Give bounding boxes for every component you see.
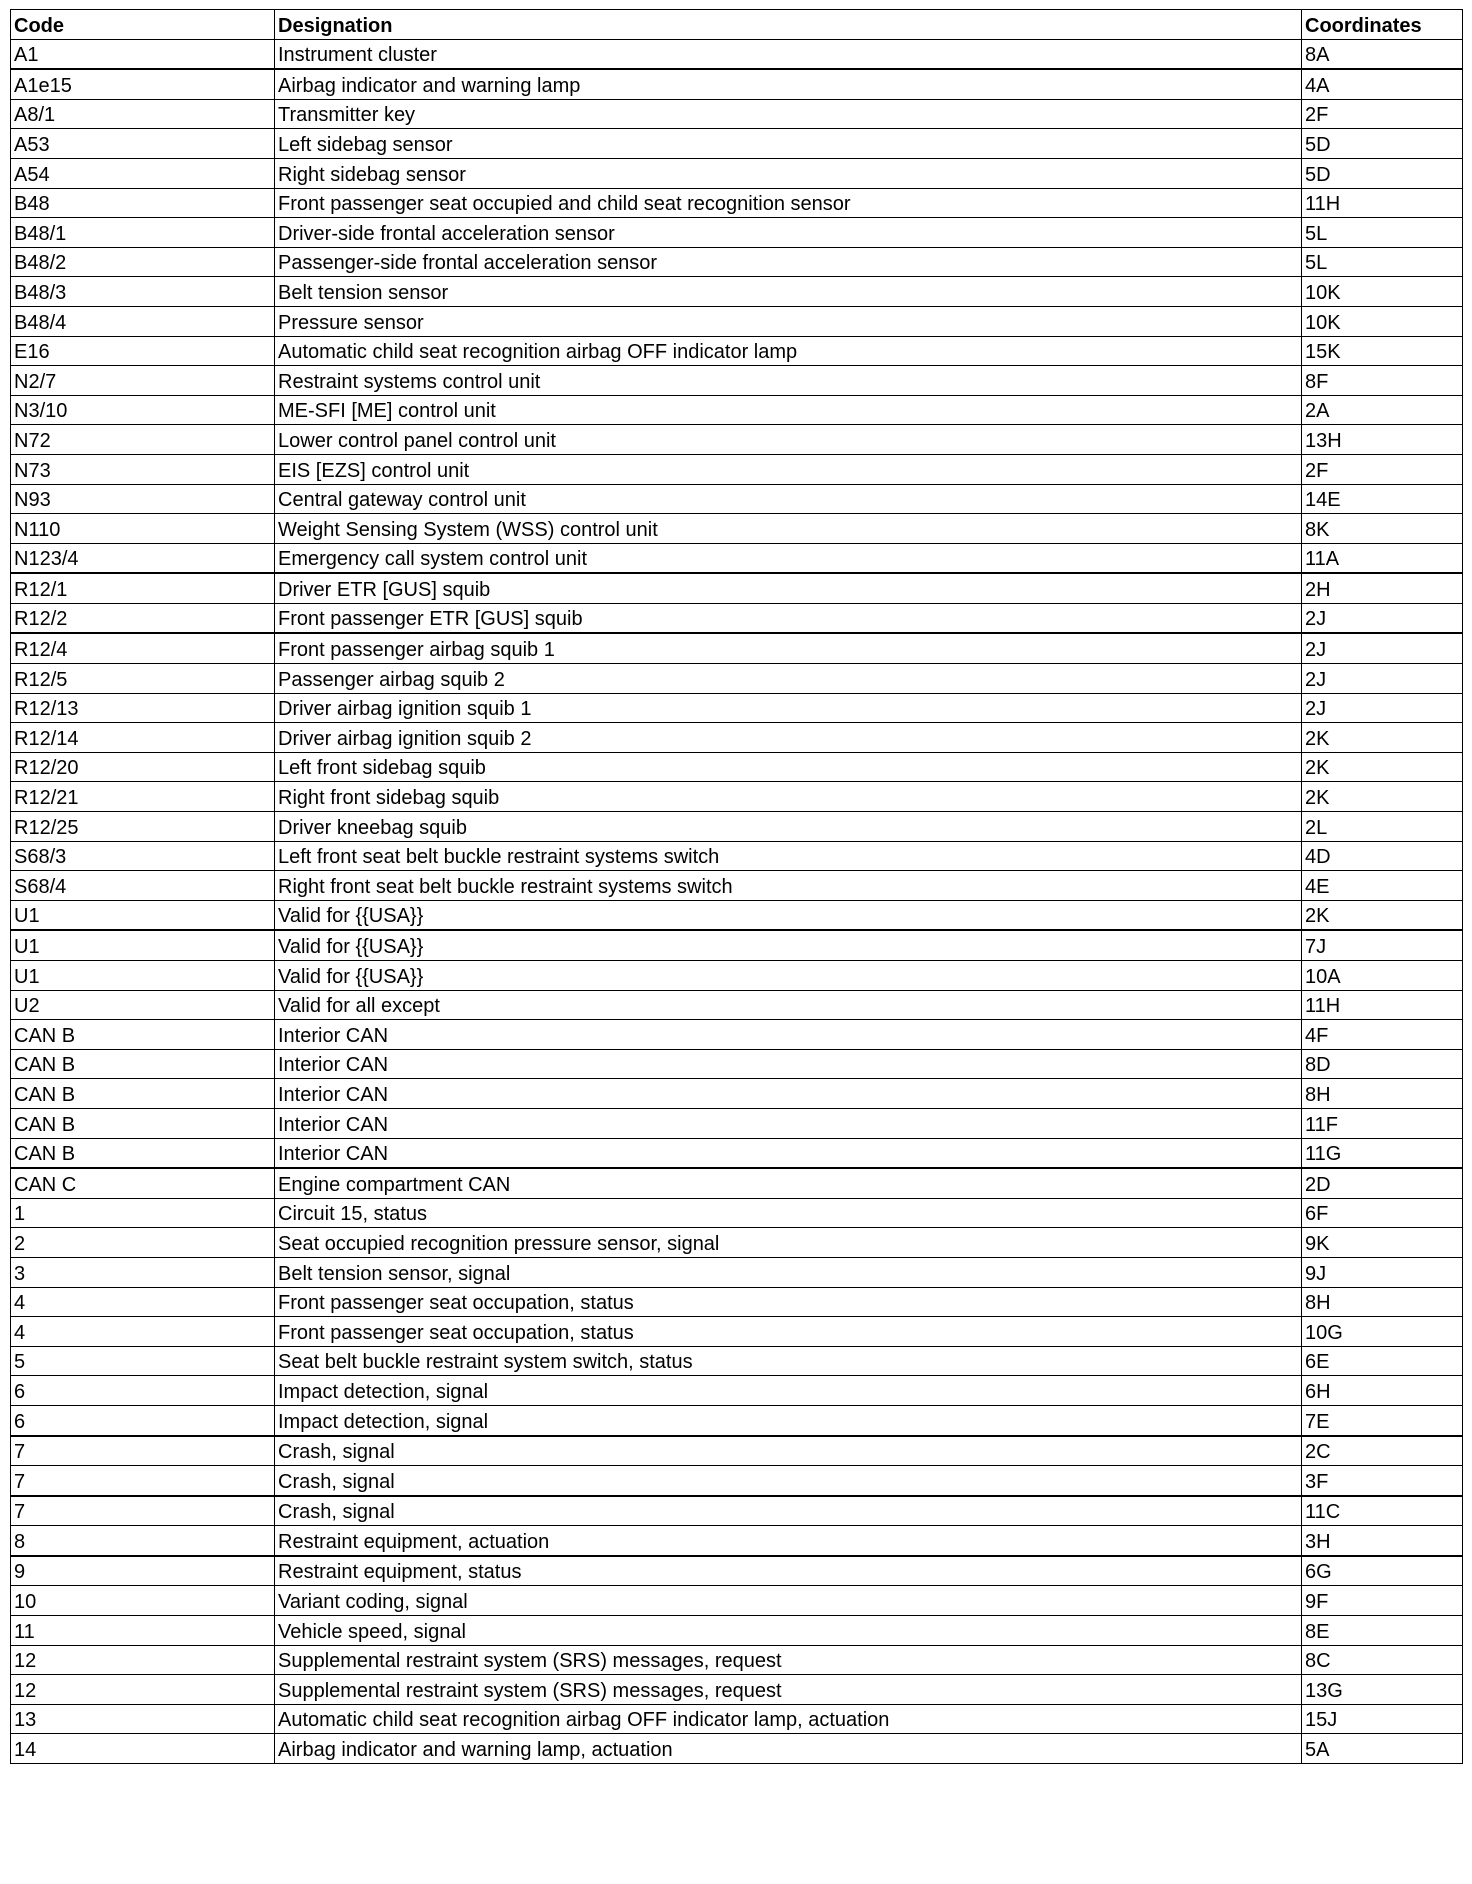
cell-coordinates: 8E — [1302, 1616, 1463, 1646]
cell-coordinates: 10A — [1302, 961, 1463, 991]
cell-designation: Restraint equipment, actuation — [275, 1526, 1302, 1556]
cell-coordinates: 13G — [1302, 1675, 1463, 1705]
cell-coordinates: 13H — [1302, 425, 1463, 455]
table-row — [11, 1675, 1463, 1705]
table-row — [11, 1287, 1463, 1317]
cell-code: U1 — [11, 930, 275, 960]
table-row — [11, 1466, 1463, 1496]
cell-designation: Left front sidebag squib — [275, 752, 1302, 782]
table-row — [11, 990, 1463, 1020]
cell-designation: Front passenger airbag squib 1 — [275, 633, 1302, 663]
cell-code: A8/1 — [11, 99, 275, 129]
cell-designation: Airbag indicator and warning lamp — [275, 69, 1302, 99]
cell-designation: Automatic child seat recognition airbag OFF indicator lamp — [275, 336, 1302, 366]
cell-code: R12/4 — [11, 633, 275, 663]
table-row — [11, 961, 1463, 991]
cell-code: N93 — [11, 484, 275, 514]
cell-designation: Engine compartment CAN — [275, 1168, 1302, 1198]
table-row — [11, 1346, 1463, 1376]
cell-coordinates: 11H — [1302, 990, 1463, 1020]
cell-code: 8 — [11, 1526, 275, 1556]
cell-designation: Pressure sensor — [275, 306, 1302, 336]
cell-coordinates: 2J — [1302, 664, 1463, 694]
table-row — [11, 1704, 1463, 1734]
cell-coordinates: 8H — [1302, 1287, 1463, 1317]
cell-code: N123/4 — [11, 543, 275, 573]
cell-coordinates: 2C — [1302, 1436, 1463, 1466]
cell-coordinates: 7J — [1302, 930, 1463, 960]
cell-code: 9 — [11, 1556, 275, 1586]
table-row — [11, 1079, 1463, 1109]
table-row — [11, 484, 1463, 514]
cell-code: B48/1 — [11, 218, 275, 248]
cell-coordinates: 4E — [1302, 871, 1463, 901]
cell-designation: Impact detection, signal — [275, 1376, 1302, 1406]
cell-code: 13 — [11, 1704, 275, 1734]
cell-coordinates: 4F — [1302, 1020, 1463, 1050]
cell-coordinates: 2K — [1302, 900, 1463, 930]
cell-designation: Interior CAN — [275, 1049, 1302, 1079]
cell-code: B48 — [11, 188, 275, 218]
cell-code: R12/25 — [11, 812, 275, 842]
cell-designation: Driver kneebag squib — [275, 812, 1302, 842]
table-row — [11, 1049, 1463, 1079]
cell-coordinates: 3F — [1302, 1466, 1463, 1496]
cell-coordinates: 11F — [1302, 1108, 1463, 1138]
cell-designation: Front passenger seat occupied and child seat recognition sensor — [275, 188, 1302, 218]
cell-designation: Crash, signal — [275, 1436, 1302, 1466]
table-row — [11, 1317, 1463, 1347]
cell-designation: Interior CAN — [275, 1079, 1302, 1109]
table-row — [11, 723, 1463, 753]
cell-coordinates: 2F — [1302, 99, 1463, 129]
cell-designation: Belt tension sensor — [275, 277, 1302, 307]
cell-coordinates: 2J — [1302, 603, 1463, 633]
cell-designation: Supplemental restraint system (SRS) messages, request — [275, 1675, 1302, 1705]
cell-code: CAN B — [11, 1049, 275, 1079]
cell-coordinates: 15J — [1302, 1704, 1463, 1734]
table-row — [11, 1526, 1463, 1556]
table-row — [11, 218, 1463, 248]
table-row — [11, 900, 1463, 930]
cell-code: A54 — [11, 158, 275, 188]
table-row — [11, 247, 1463, 277]
cell-coordinates: 6H — [1302, 1376, 1463, 1406]
cell-code: A1e15 — [11, 69, 275, 99]
cell-designation: Right front seat belt buckle restraint systems switch — [275, 871, 1302, 901]
cell-coordinates: 3H — [1302, 1526, 1463, 1556]
table-row — [11, 1496, 1463, 1526]
table-row — [11, 1616, 1463, 1646]
cell-coordinates: 4A — [1302, 69, 1463, 99]
cell-designation: Right sidebag sensor — [275, 158, 1302, 188]
cell-designation: Central gateway control unit — [275, 484, 1302, 514]
table-row — [11, 664, 1463, 694]
cell-coordinates: 2D — [1302, 1168, 1463, 1198]
cell-designation: Impact detection, signal — [275, 1405, 1302, 1435]
cell-code: N73 — [11, 454, 275, 484]
cell-code: N72 — [11, 425, 275, 455]
cell-designation: Automatic child seat recognition airbag OFF indicator lamp, actuation — [275, 1704, 1302, 1734]
cell-designation: Valid for {{USA}} — [275, 961, 1302, 991]
cell-code: 7 — [11, 1496, 275, 1526]
cell-code: R12/13 — [11, 693, 275, 723]
cell-code: CAN B — [11, 1108, 275, 1138]
column-header-designation: Designation — [275, 10, 1302, 40]
table-row — [11, 1586, 1463, 1616]
cell-designation: Weight Sensing System (WSS) control unit — [275, 514, 1302, 544]
table-row — [11, 841, 1463, 871]
table-row — [11, 39, 1463, 69]
cell-designation: Passenger airbag squib 2 — [275, 664, 1302, 694]
cell-coordinates: 7E — [1302, 1405, 1463, 1435]
table-row — [11, 1257, 1463, 1287]
cell-coordinates: 2A — [1302, 395, 1463, 425]
cell-coordinates: 2K — [1302, 782, 1463, 812]
cell-code: 12 — [11, 1675, 275, 1705]
cell-designation: Restraint systems control unit — [275, 366, 1302, 396]
cell-coordinates: 8F — [1302, 366, 1463, 396]
cell-designation: Front passenger seat occupation, status — [275, 1317, 1302, 1347]
cell-designation: Crash, signal — [275, 1496, 1302, 1526]
cell-designation: Left sidebag sensor — [275, 129, 1302, 159]
table-row — [11, 1436, 1463, 1466]
cell-coordinates: 8K — [1302, 514, 1463, 544]
table-row — [11, 1228, 1463, 1258]
cell-code: 7 — [11, 1466, 275, 1496]
table-row — [11, 930, 1463, 960]
cell-designation: Emergency call system control unit — [275, 543, 1302, 573]
cell-code: S68/3 — [11, 841, 275, 871]
cell-code: B48/2 — [11, 247, 275, 277]
cell-code: R12/20 — [11, 752, 275, 782]
cell-coordinates: 6E — [1302, 1346, 1463, 1376]
cell-code: CAN B — [11, 1020, 275, 1050]
cell-code: N3/10 — [11, 395, 275, 425]
cell-code: 4 — [11, 1317, 275, 1347]
table-row — [11, 1556, 1463, 1586]
cell-designation: Driver airbag ignition squib 2 — [275, 723, 1302, 753]
cell-designation: Circuit 15, status — [275, 1198, 1302, 1228]
cell-code: B48/4 — [11, 306, 275, 336]
cell-designation: Driver airbag ignition squib 1 — [275, 693, 1302, 723]
cell-coordinates: 9F — [1302, 1586, 1463, 1616]
cell-code: 5 — [11, 1346, 275, 1376]
table-row — [11, 129, 1463, 159]
cell-code: 4 — [11, 1287, 275, 1317]
table-row — [11, 752, 1463, 782]
cell-designation: EIS [EZS] control unit — [275, 454, 1302, 484]
cell-designation: Vehicle speed, signal — [275, 1616, 1302, 1646]
table-row — [11, 633, 1463, 663]
table-row — [11, 366, 1463, 396]
cell-designation: Driver-side frontal acceleration sensor — [275, 218, 1302, 248]
cell-coordinates: 5L — [1302, 247, 1463, 277]
cell-designation: Instrument cluster — [275, 39, 1302, 69]
cell-code: E16 — [11, 336, 275, 366]
cell-coordinates: 4D — [1302, 841, 1463, 871]
table-header-row — [11, 10, 1463, 40]
table-row — [11, 573, 1463, 603]
cell-code: 3 — [11, 1257, 275, 1287]
table-row — [11, 514, 1463, 544]
cell-designation: Valid for all except — [275, 990, 1302, 1020]
cell-code: U1 — [11, 900, 275, 930]
cell-coordinates: 6G — [1302, 1556, 1463, 1586]
cell-coordinates: 8A — [1302, 39, 1463, 69]
cell-coordinates: 2J — [1302, 693, 1463, 723]
table-row — [11, 1645, 1463, 1675]
table-row — [11, 1020, 1463, 1050]
cell-code: 14 — [11, 1734, 275, 1764]
cell-code: N2/7 — [11, 366, 275, 396]
cell-coordinates: 14E — [1302, 484, 1463, 514]
cell-code: CAN B — [11, 1079, 275, 1109]
table-row — [11, 1138, 1463, 1168]
cell-code: 7 — [11, 1436, 275, 1466]
cell-coordinates: 2L — [1302, 812, 1463, 842]
cell-coordinates: 10K — [1302, 277, 1463, 307]
cell-coordinates: 9K — [1302, 1228, 1463, 1258]
cell-code: 1 — [11, 1198, 275, 1228]
cell-coordinates: 10G — [1302, 1317, 1463, 1347]
table-row — [11, 1168, 1463, 1198]
cell-code: 6 — [11, 1405, 275, 1435]
cell-coordinates: 2H — [1302, 573, 1463, 603]
table-row — [11, 336, 1463, 366]
cell-coordinates: 10K — [1302, 306, 1463, 336]
table-row — [11, 425, 1463, 455]
cell-coordinates: 5D — [1302, 129, 1463, 159]
cell-coordinates: 9J — [1302, 1257, 1463, 1287]
cell-code: U2 — [11, 990, 275, 1020]
column-header-coordinates: Coordinates — [1302, 10, 1463, 40]
cell-code: R12/2 — [11, 603, 275, 633]
cell-code: 12 — [11, 1645, 275, 1675]
cell-coordinates: 11G — [1302, 1138, 1463, 1168]
cell-coordinates: 11H — [1302, 188, 1463, 218]
cell-designation: Driver ETR [GUS] squib — [275, 573, 1302, 603]
cell-coordinates: 5D — [1302, 158, 1463, 188]
cell-code: 6 — [11, 1376, 275, 1406]
cell-designation: Seat occupied recognition pressure sensor, signal — [275, 1228, 1302, 1258]
cell-designation: Front passenger ETR [GUS] squib — [275, 603, 1302, 633]
cell-coordinates: 2K — [1302, 752, 1463, 782]
cell-coordinates: 11A — [1302, 543, 1463, 573]
cell-designation: Lower control panel control unit — [275, 425, 1302, 455]
cell-code: U1 — [11, 961, 275, 991]
cell-coordinates: 2K — [1302, 723, 1463, 753]
cell-coordinates: 11C — [1302, 1496, 1463, 1526]
table-row — [11, 543, 1463, 573]
cell-code: A53 — [11, 129, 275, 159]
cell-designation: Supplemental restraint system (SRS) messages, request — [275, 1645, 1302, 1675]
cell-code: R12/5 — [11, 664, 275, 694]
cell-designation: Valid for {{USA}} — [275, 930, 1302, 960]
cell-coordinates: 15K — [1302, 336, 1463, 366]
cell-designation: Interior CAN — [275, 1108, 1302, 1138]
cell-designation: Restraint equipment, status — [275, 1556, 1302, 1586]
table-row — [11, 158, 1463, 188]
cell-code: A1 — [11, 39, 275, 69]
cell-designation: Left front seat belt buckle restraint systems switch — [275, 841, 1302, 871]
table-row — [11, 782, 1463, 812]
cell-coordinates: 5A — [1302, 1734, 1463, 1764]
cell-code: R12/14 — [11, 723, 275, 753]
cell-designation: Passenger-side frontal acceleration sensor — [275, 247, 1302, 277]
cell-coordinates: 8H — [1302, 1079, 1463, 1109]
column-header-code: Code — [11, 10, 275, 40]
cell-code: 11 — [11, 1616, 275, 1646]
cell-designation: Seat belt buckle restraint system switch, status — [275, 1346, 1302, 1376]
cell-designation: Interior CAN — [275, 1020, 1302, 1050]
table-row — [11, 395, 1463, 425]
cell-coordinates: 2J — [1302, 633, 1463, 663]
cell-code: B48/3 — [11, 277, 275, 307]
table-row — [11, 1108, 1463, 1138]
cell-coordinates: 5L — [1302, 218, 1463, 248]
cell-designation: Variant coding, signal — [275, 1586, 1302, 1616]
table-row — [11, 99, 1463, 129]
cell-designation: Interior CAN — [275, 1138, 1302, 1168]
cell-code: CAN B — [11, 1138, 275, 1168]
cell-coordinates: 8C — [1302, 1645, 1463, 1675]
cell-designation: Airbag indicator and warning lamp, actuation — [275, 1734, 1302, 1764]
table-row — [11, 69, 1463, 99]
cell-code: 2 — [11, 1228, 275, 1258]
table-row — [11, 603, 1463, 633]
table-row — [11, 277, 1463, 307]
cell-coordinates: 6F — [1302, 1198, 1463, 1228]
cell-code: S68/4 — [11, 871, 275, 901]
table-row — [11, 871, 1463, 901]
table-row — [11, 1405, 1463, 1435]
table-row — [11, 306, 1463, 336]
table-row — [11, 812, 1463, 842]
cell-designation: Right front sidebag squib — [275, 782, 1302, 812]
cell-code: R12/21 — [11, 782, 275, 812]
cell-coordinates: 8D — [1302, 1049, 1463, 1079]
cell-designation: Valid for {{USA}} — [275, 900, 1302, 930]
table-row — [11, 693, 1463, 723]
cell-code: R12/1 — [11, 573, 275, 603]
cell-designation: ME-SFI [ME] control unit — [275, 395, 1302, 425]
table-row — [11, 1734, 1463, 1764]
table-row — [11, 1376, 1463, 1406]
table-row — [11, 454, 1463, 484]
component-legend-table — [10, 9, 1463, 1764]
cell-code: N110 — [11, 514, 275, 544]
cell-code: 10 — [11, 1586, 275, 1616]
cell-code: CAN C — [11, 1168, 275, 1198]
cell-designation: Transmitter key — [275, 99, 1302, 129]
cell-designation: Belt tension sensor, signal — [275, 1257, 1302, 1287]
cell-designation: Front passenger seat occupation, status — [275, 1287, 1302, 1317]
cell-coordinates: 2F — [1302, 454, 1463, 484]
table-row — [11, 188, 1463, 218]
cell-designation: Crash, signal — [275, 1466, 1302, 1496]
table-row — [11, 1198, 1463, 1228]
